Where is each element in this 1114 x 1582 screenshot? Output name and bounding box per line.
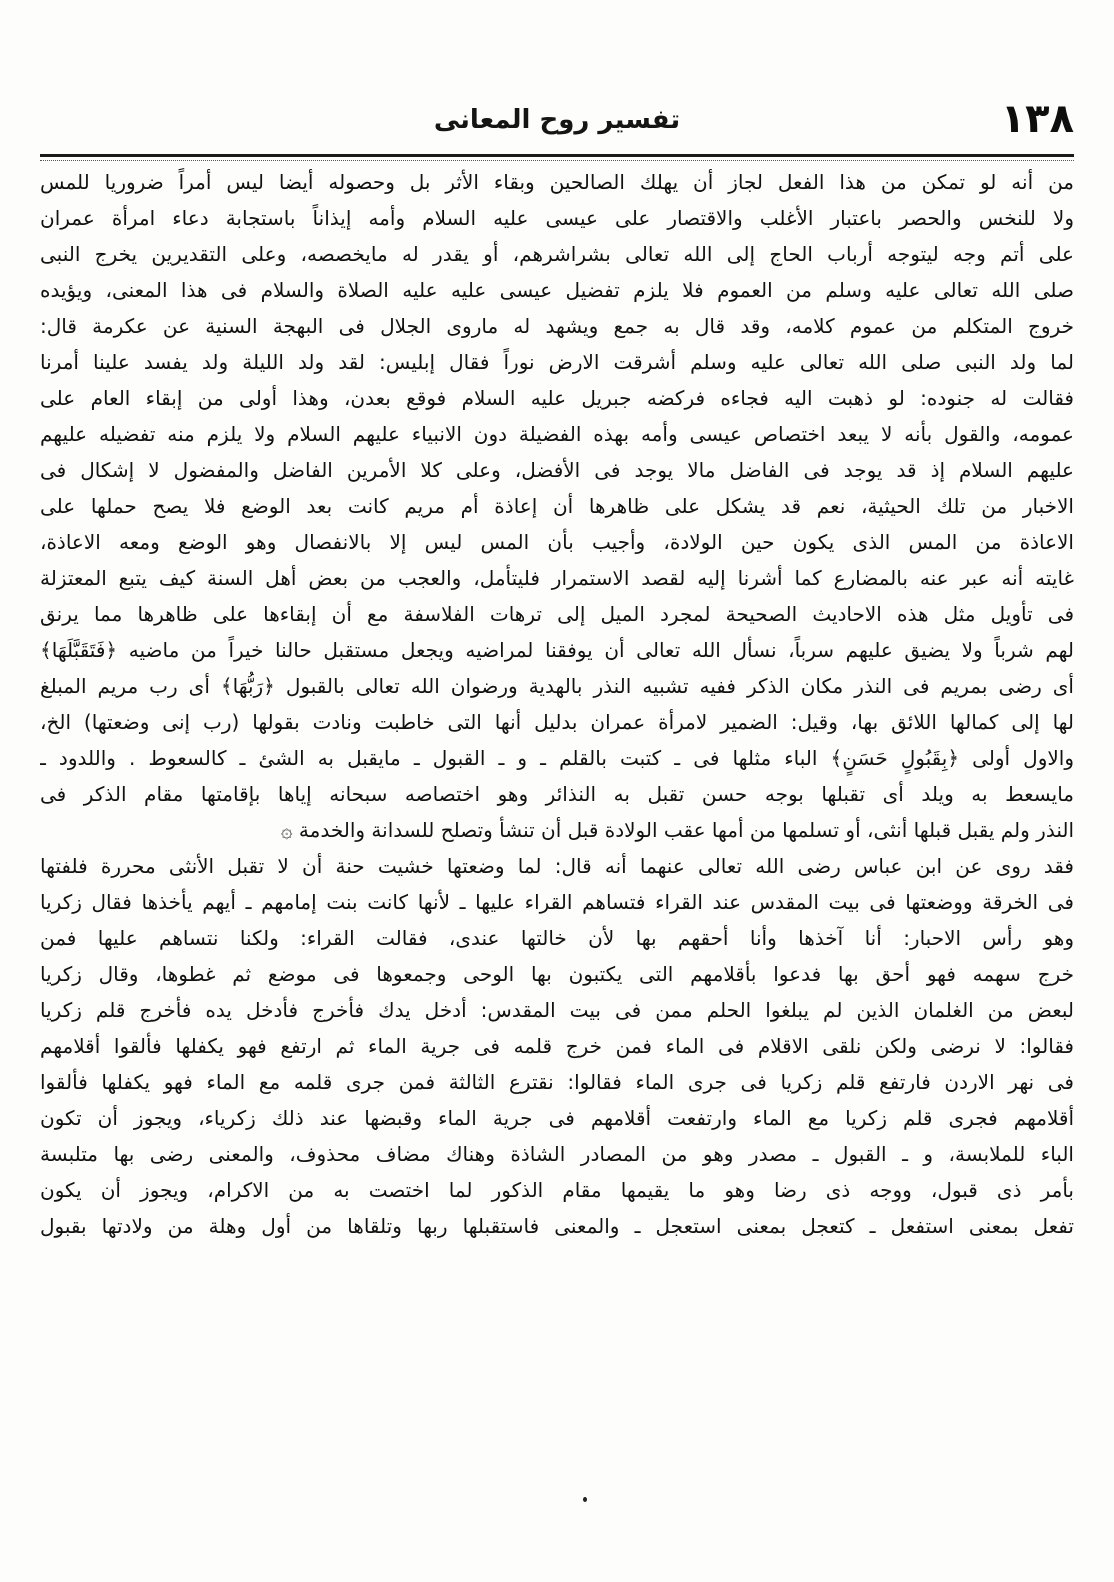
text-line: وهو رأس الاحبار: أنا آخذها وأنا أحقهم بها لأن خالتها عندى، فقالت القراء: ولكنا نتساهم عليها فمن xyxy=(40,926,1074,950)
text-line: فى نهر الاردن فارتفع قلم زكريا فى جرى الماء فقالوا: نقترع الثالثة فمن جرى قلمه مع الماء فهو يكفلها فألقوا xyxy=(40,1070,1074,1094)
text-line: ولا للنخس والحصر باعتبار الأغلب والاقتصار على عيسى عليه السلام وأمه إيذاناً باستجابة دعاء امرأة عمران xyxy=(40,206,1074,230)
header-rule-dotted xyxy=(40,160,1074,161)
text-line: خرج سهمه فهو أحق بها فدعوا بأقلامهم التى يكتبون بها الوحى وجمعوها فى موضع ثم غطوها، وقال زكريا xyxy=(40,962,1074,986)
text-line: صلى الله تعالى عليه وسلم من العموم فلا يلزم تفضيل عيسى عليه عليه الصلاة والسلام فى هذا المعنى، ويؤيده xyxy=(40,278,1074,302)
text-line: خروج المتكلم من عموم كلامه، وقد قال به جمع ويشهد له ماروى الجلال فى البهجة السنية عن عكرمة قال: xyxy=(40,314,1074,338)
text-line: الباء للملابسة، و ـ القبول ـ مصدر وهو من المصادر الشاذة وهناك مضاف محذوف، والمعنى رضى بها متلبسة xyxy=(40,1142,1074,1166)
text-line: لهم شرباً ولا يضيق عليهم سرباً، نسأل الله تعالى أن يوفقنا لمراضيه ويجعل مستقبل حالنا خيراً من ماضيه ﴿فَتَقَبَّلَهَا﴾ xyxy=(40,638,1074,662)
text-line: فى تأويل مثل هذه الاحاديث الصحيحة لمجرد الميل إلى ترهات الفلاسفة مع أن إبقاءها على ظاهرها مما يرنق xyxy=(40,602,1074,626)
body-text xyxy=(40,164,1074,1244)
text-line: فى الخرقة ووضعتها فى بيت المقدس عند القراء فتساهم القراء عليها ـ لأنها كانت بنت إمامهم ـ أيهم يأخذها فقال زكريا xyxy=(40,890,1074,914)
text-line: لما ولد النبى صلى الله تعالى عليه وسلم أشرقت الارض نوراً فقال إبليس: لقد ولد الليلة ولد يفسد علينا أمرنا xyxy=(40,350,1074,374)
text-line: والاول أولى ﴿بِقَبُولٍ حَسَنٍ﴾ الباء مثلها فى ـ كتبت بالقلم ـ و ـ القبول ـ مايقبل به الشئ ـ كالسعوط . واللدود ـ xyxy=(40,746,1074,770)
text-line: عمومه، والقول بأنه لا يبعد اختصاص عيسى وأمه بهذه الفضيلة دون الانبياء عليهم السلام ولا يلزم منه تفضيله عليهم xyxy=(40,422,1074,446)
ink-dot xyxy=(583,1497,587,1502)
page-header xyxy=(40,92,1074,154)
text-line: الاعاذة من المس الذى يكون حين الولادة، وأجيب بأن المس ليس إلا بالانفصال وهو الوضع ومعه الاعاذة، xyxy=(40,530,1074,554)
text-line: عليهم السلام إذ قد يوجد فى الفاضل مالا يوجد فى الأفضل، وعلى كلا الأمرين الفاضل والمفضول لا إشكال فى xyxy=(40,458,1074,482)
text-line: على أتم وجه ليتوجه أرباب الحاج إلى الله تعالى بشراشرهم، أو يقدر له مايخصصه، وعلى التقديرين يخرج النبى xyxy=(40,242,1074,266)
text-line: أقلامهم فجرى قلم زكريا مع الماء وارتفعت أقلامهم فى جرية الماء وقبضها عند ذلك زكرياء، ويجوز أن تكون xyxy=(40,1106,1074,1130)
text-line: فقالوا: لا نرضى ولكن نلقى الاقلام فى الماء فمن خرج قلمه فى جرية الماء ثم ارتفع فهو يكفلها فألقوا أقلامهم xyxy=(40,1034,1074,1058)
text-line: الاخبار من تلك الحيثية، نعم قد يشكل على ظاهرها أن إعاذة أم مريم كانت بعد الوضع فلا يصح حملها على xyxy=(40,494,1074,518)
text-line: أى رضى بمريم فى النذر مكان الذكر ففيه تشبيه النذر بالهدية ورضوان الله تعالى بالقبول ﴿رَبُّهَا﴾ أى رب مريم المبلغ xyxy=(40,674,1074,698)
header-rule xyxy=(40,154,1074,157)
running-title: تفسير روح المعانى xyxy=(433,105,681,135)
text-line: غايته أنه عبر عنه بالمضارع كما أشرنا إليه لقصد الاستمرار فليتأمل، والعجب من بعض أهل السنة كيف يتبع المعتزلة xyxy=(40,566,1074,590)
page-number: ١٣٨ xyxy=(1000,96,1074,142)
text-line: النذر ولم يقبل قبلها أنثى، أو تسلمها من أمها عقب الولادة قبل أن تنشأ وتصلح للسدانة والخدمة ۞ xyxy=(280,818,1074,842)
text-line: لها إلى كمالها اللائق بها، وقيل: الضمير لامرأة عمران بدليل أنها التى خاطبت ونادت بقولها (رب إنى وضعتها) الخ، xyxy=(40,710,1074,734)
text-line: من أنه لو تمكن من هذا الفعل لجاز أن يهلك الصالحين وبقاء الأثر بل وحصوله أيضا ليس أمراً ضروريا للمس xyxy=(40,170,1074,194)
text-line: فقد روى عن ابن عباس رضى الله تعالى عنهما أنه قال: لما وضعتها خشيت حنة أن لا تقبل الأنثى محررة فلفتها xyxy=(40,854,1074,878)
text-line: تفعل بمعنى استفعل ـ كتعجل بمعنى استعجل ـ والمعنى فاستقبلها ربها وتلقاها من أول وهلة من ولادتها بقبول xyxy=(40,1214,1074,1238)
text-line: مايسعط به ويلد أى تقبلها بوجه حسن تقبل به النذائر وهو اختصاصه سبحانه إياها بإقامتها مقام الذكر فى xyxy=(40,782,1074,806)
text-line: بأمر ذى قبول، ووجه ذى رضا وهو ما يقيمها مقام الذكور لما اختصت به من الاكرام، ويجوز أن يكون xyxy=(40,1178,1074,1202)
text-line: لبعض من الغلمان الذين لم يبلغوا الحلم ممن فى بيت المقدس: أدخل يدك فأخرج فأدخل يده فأخرج قلم زكريا xyxy=(40,998,1074,1022)
text-line: فقالت له جنوده: لو ذهبت اليه فجاءه فركضه جبريل عليه السلام فوقع بعدن، وهذا أولى من إبقاء العام على xyxy=(40,386,1074,410)
